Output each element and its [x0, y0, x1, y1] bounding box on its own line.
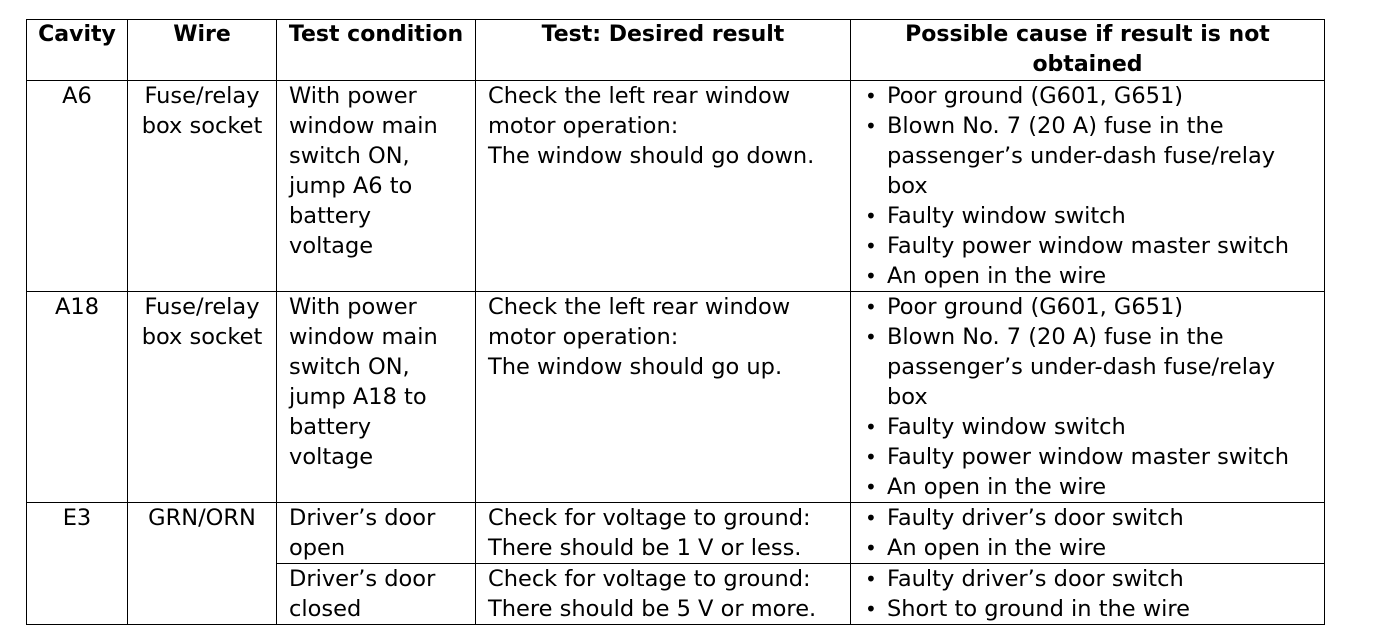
cause-line: • Blown No. 7 (20 A) fuse in the — [887, 113, 1224, 139]
cavity-cell — [27, 292, 128, 503]
result-cell — [476, 564, 851, 625]
result-cell — [476, 503, 851, 564]
causes-cell — [851, 292, 1325, 503]
result-line: Check for voltage to ground: — [488, 505, 811, 531]
cavity-label: E3 — [62, 505, 92, 531]
cause-line: • An open in the wire — [887, 474, 1107, 500]
troubleshooting-table — [26, 19, 1325, 625]
cause-line: • Poor ground (G601, G651) — [887, 294, 1184, 320]
table-row — [27, 503, 1325, 564]
result-line: motor operation: — [488, 324, 679, 350]
causes-cell — [851, 81, 1325, 292]
condition-cell — [277, 292, 476, 503]
condition-line: With power — [289, 83, 417, 109]
causes-list — [865, 564, 1318, 624]
cause-line: box — [887, 384, 928, 410]
table-row — [27, 81, 1325, 292]
causes-cell — [851, 503, 1325, 564]
header-test-condition: Test condition — [277, 20, 476, 81]
cause-line: • Faulty driver’s door switch — [887, 505, 1184, 531]
condition-line: jump A18 to — [289, 384, 427, 410]
cause-item — [865, 442, 1318, 472]
troubleshooting-table-container — [26, 19, 1324, 625]
condition-line: Driver’s door — [289, 505, 436, 531]
cause-item — [865, 261, 1318, 291]
condition-line: switch ON, — [289, 143, 410, 169]
condition-line: battery — [289, 203, 372, 229]
cause-item — [865, 533, 1318, 563]
causes-list — [865, 503, 1318, 563]
header-desired-result: Test: Desired result — [476, 20, 851, 81]
condition-line: With power — [289, 294, 417, 320]
cause-item — [865, 503, 1318, 533]
condition-line: battery — [289, 414, 372, 440]
causes-cell — [851, 564, 1325, 625]
cavity-label: A6 — [62, 83, 92, 109]
wire-cell — [128, 503, 277, 625]
wire-cell — [128, 292, 277, 503]
cause-item — [865, 231, 1318, 261]
header-wire: Wire — [128, 20, 277, 81]
result-line: Check the left rear window — [488, 294, 791, 320]
cause-line: • Faulty window switch — [887, 203, 1126, 229]
condition-line: voltage — [289, 233, 374, 259]
condition-line: Driver’s door — [289, 566, 436, 592]
result-line: There should be 1 V or less. — [488, 535, 802, 561]
result-line: There should be 5 V or more. — [488, 596, 817, 622]
condition-cell — [277, 503, 476, 564]
causes-list — [865, 81, 1318, 291]
cause-line: • Faulty power window master switch — [887, 444, 1290, 470]
condition-line: switch ON, — [289, 354, 410, 380]
result-line: Check for voltage to ground: — [488, 566, 811, 592]
cause-item — [865, 412, 1318, 442]
wire-line: box socket — [141, 324, 263, 350]
result-line: The window should go up. — [488, 354, 783, 380]
wire-line: Fuse/relay — [144, 294, 260, 320]
cause-item — [865, 292, 1318, 322]
cause-line: • Blown No. 7 (20 A) fuse in the — [887, 324, 1224, 350]
cause-line: • An open in the wire — [887, 263, 1107, 289]
cause-line: • Faulty power window master switch — [887, 233, 1290, 259]
table-row — [27, 292, 1325, 503]
condition-line: closed — [289, 596, 362, 622]
cause-item — [865, 472, 1318, 502]
cause-item — [865, 81, 1318, 111]
cause-line: • Short to ground in the wire — [887, 596, 1191, 622]
condition-line: window main — [289, 324, 438, 350]
causes-list — [865, 292, 1318, 502]
header-cavity: Cavity — [27, 20, 128, 81]
header-possible-cause: Possible cause if result is not obtained — [851, 20, 1325, 81]
cause-item — [865, 111, 1318, 201]
cause-item — [865, 201, 1318, 231]
cause-item — [865, 322, 1318, 412]
condition-line: open — [289, 535, 346, 561]
result-cell — [476, 292, 851, 503]
wire-cell — [128, 81, 277, 292]
result-line: motor operation: — [488, 113, 679, 139]
result-line: The window should go down. — [488, 143, 815, 169]
cause-line: • Poor ground (G601, G651) — [887, 83, 1184, 109]
cause-line: • Faulty driver’s door switch — [887, 566, 1184, 592]
cavity-cell — [27, 503, 128, 625]
condition-line: jump A6 to — [289, 173, 413, 199]
cause-item — [865, 564, 1318, 594]
cavity-cell — [27, 81, 128, 292]
header-row — [27, 20, 1325, 81]
result-cell — [476, 81, 851, 292]
cause-line: passenger’s under-dash fuse/relay — [887, 354, 1276, 380]
cause-line: box — [887, 173, 928, 199]
result-line: Check the left rear window — [488, 83, 791, 109]
cause-line: passenger’s under-dash fuse/relay — [887, 143, 1276, 169]
wire-line: box socket — [141, 113, 263, 139]
cavity-label: A18 — [54, 294, 100, 320]
condition-line: voltage — [289, 444, 374, 470]
cause-line: • An open in the wire — [887, 535, 1107, 561]
condition-cell — [277, 81, 476, 292]
wire-line: GRN/ORN — [148, 505, 256, 531]
cause-line: • Faulty window switch — [887, 414, 1126, 440]
wire-line: Fuse/relay — [144, 83, 260, 109]
condition-cell — [277, 564, 476, 625]
condition-line: window main — [289, 113, 438, 139]
